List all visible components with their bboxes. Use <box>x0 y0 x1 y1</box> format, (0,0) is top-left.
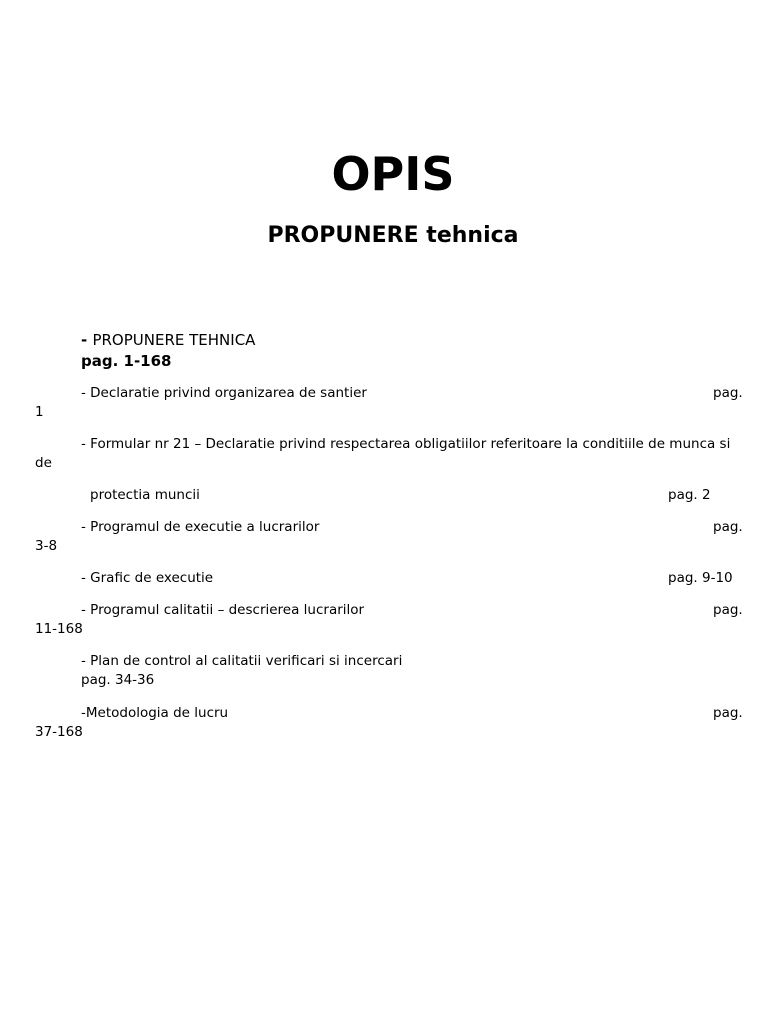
entry-text: - Programul de executie a lucrarilor <box>81 519 320 535</box>
entry-text: -Metodologia de lucru <box>81 705 229 721</box>
document-subtitle: PROPUNERE tehnica <box>267 223 519 248</box>
entry-page-number: 11-168 <box>35 621 83 637</box>
entry-text: - Formular nr 21 – Declaratie privind respectarea obligatiilor referitoare la conditiile de munca si <box>81 436 731 452</box>
entry-continuation: de <box>35 455 52 471</box>
section-dash: - <box>81 331 88 349</box>
entry-text: - Grafic de executie <box>81 570 214 586</box>
entry-page-label: pag. <box>713 385 743 401</box>
section-heading <box>81 330 255 372</box>
entry-page: pag. 34-36 <box>81 672 155 688</box>
entry-page-number: 3-8 <box>35 538 58 554</box>
entry-page: pag. 2 <box>668 487 711 503</box>
document-title: OPIS <box>331 147 455 201</box>
section-name: PROPUNERE TEHNICA <box>92 331 256 349</box>
entry-text: - Plan de control al calitatii verificari si incercari <box>81 653 403 669</box>
entry-page-label: pag. <box>713 602 743 618</box>
entry-page-label: pag. <box>713 519 743 535</box>
entry-text: - Programul calitatii – descrierea lucrarilor <box>81 602 365 618</box>
entry-page: pag. 9-10 <box>668 570 733 586</box>
entry-text: - Declaratie privind organizarea de santier <box>81 385 367 401</box>
entry-page-label: pag. <box>713 705 743 721</box>
entry-page-number: 37-168 <box>35 724 83 740</box>
entry-page-number: 1 <box>35 404 44 420</box>
entry-text-line2: protectia muncii <box>90 487 200 503</box>
section-pages: pag. 1-168 <box>81 352 172 370</box>
